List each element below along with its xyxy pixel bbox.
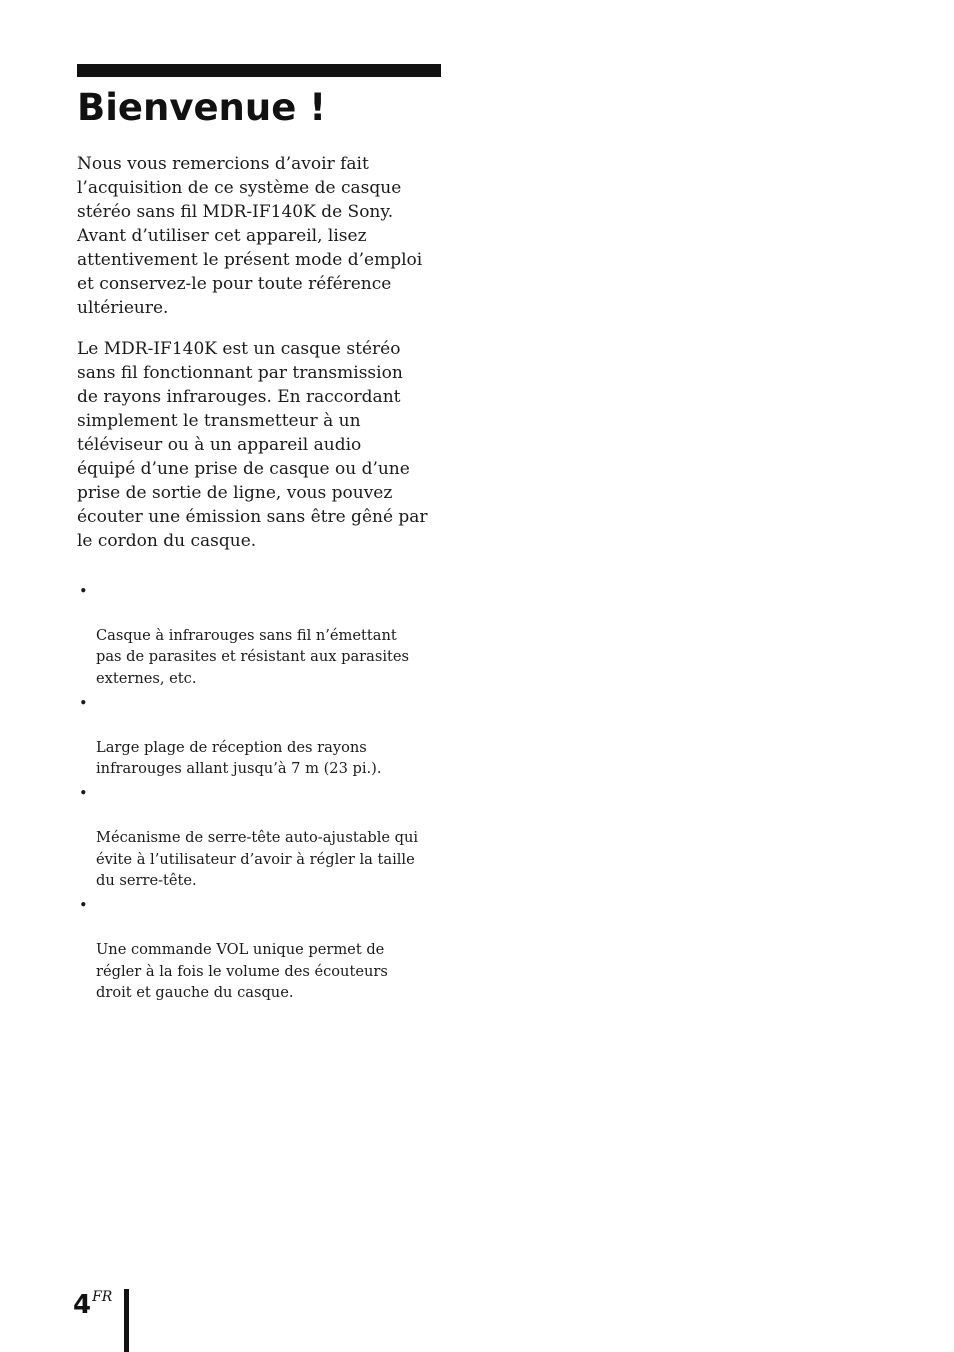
feature-item [77, 895, 447, 1004]
feature-text: Large plage de réception des rayons infrarouges allant jusqu’à 7 m (23 pi.). [96, 738, 382, 778]
feature-text: Une commande VOL unique permet de régler à la fois le volume des écouteurs droit et gauche du casque. [96, 940, 388, 1002]
feature-item [77, 693, 447, 780]
page-number [73, 1279, 112, 1323]
feature-item [77, 783, 447, 892]
footer-bar [124, 1289, 129, 1352]
title-rule [77, 64, 441, 77]
bullet-icon: • [79, 583, 88, 600]
bullet-icon: • [79, 897, 88, 915]
page-title: Bienvenue ! [77, 86, 327, 129]
bullet-icon: • [79, 694, 88, 712]
bullet-icon: • [79, 785, 88, 803]
feature-item [77, 581, 447, 690]
feature-text: Casque à infrarouges sans fil n’émettant pas de parasites et résistant aux parasites externes, etc. [96, 626, 409, 688]
intro-paragraph: Le MDR-IF140K est un casque stéréo sans fil fonctionnant par transmission de rayons infrarouges. En raccordant simplement le transmetteur à un téléviseur ou à un appareil audio équipé d’une prise de casque ou d’une prise de sortie de ligne, vous pouvez écouter une émission sans être gêné par le cordon du casque. [77, 339, 428, 551]
intro-text [77, 152, 447, 553]
intro-paragraph: Nous vous remercions d’avoir fait l’acquisition de ce système de casque stéréo sans fil MDR-IF140K de Sony. Avant d’utiliser cet appareil, lisez attentivement le présent mode d’emploi et conservez-le pour toute référence ultérieure. [77, 154, 423, 318]
page-number-value: 4 [73, 1290, 92, 1320]
language-code: FR [92, 1289, 113, 1305]
feature-text: Mécanisme de serre-tête auto-ajustable qui évite à l’utilisateur d’avoir à régler la taille du serre-tête. [96, 828, 419, 890]
feature-list [77, 581, 447, 1007]
